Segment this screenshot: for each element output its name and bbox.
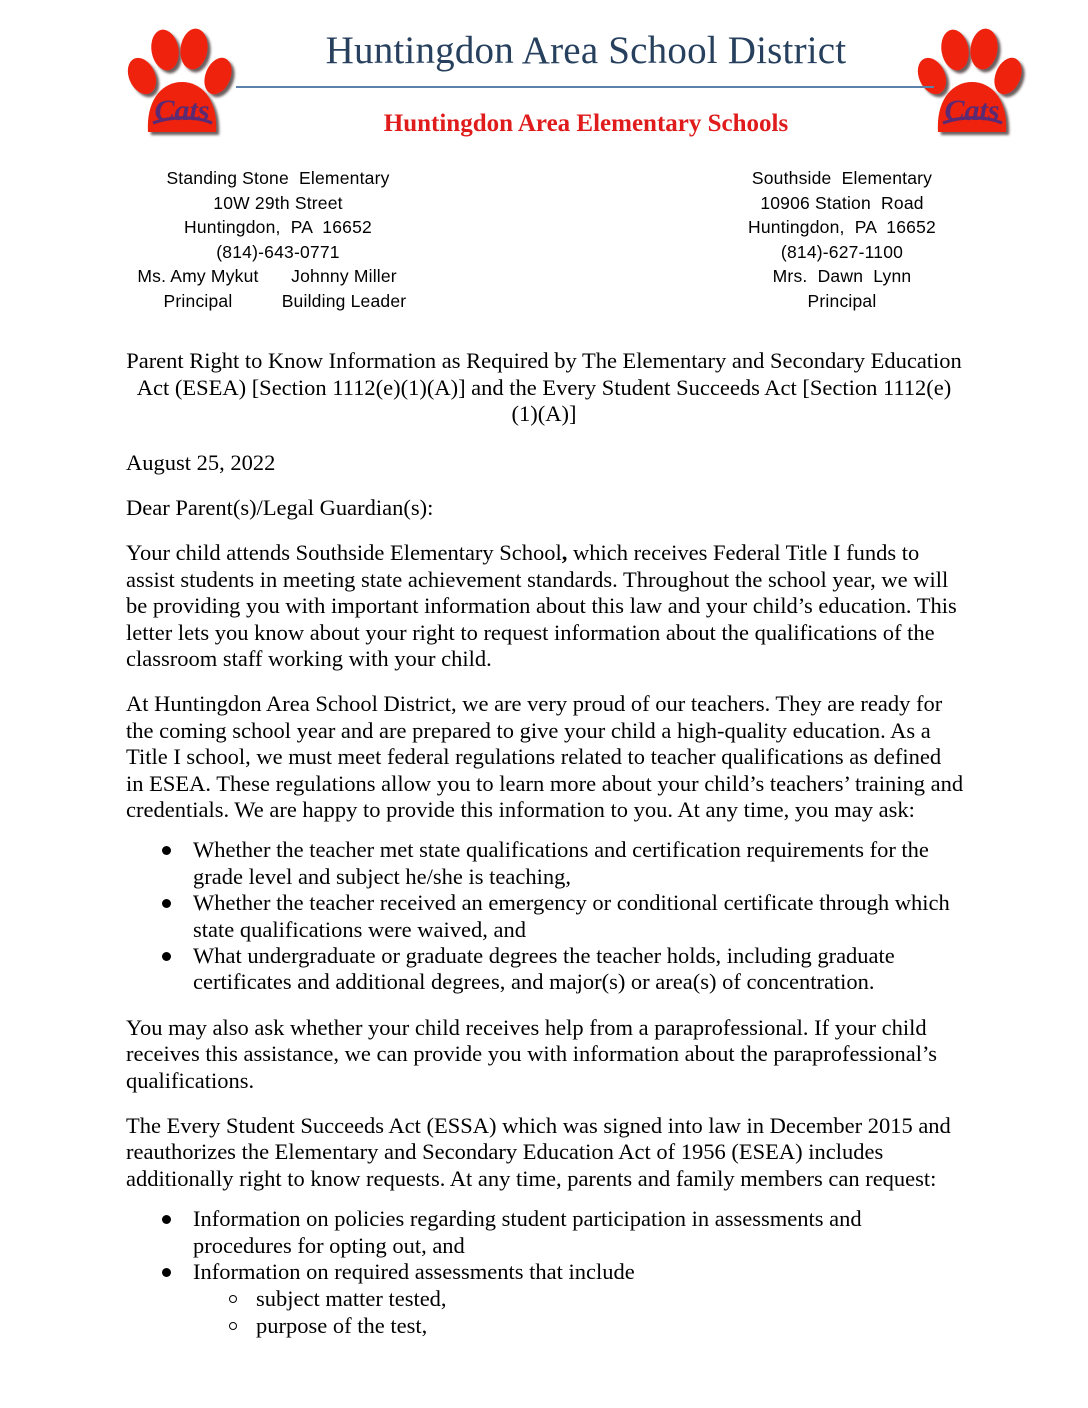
bullet-list-essa-requests <box>126 1206 964 1339</box>
list-item <box>162 1259 964 1339</box>
sub-list-item <box>229 1312 964 1339</box>
school-city-state-zip: Huntingdon, PA 16652 <box>748 217 936 238</box>
school-name: Southside Elementary <box>751 168 933 188</box>
paragraph-3: You may also ask whether your child receives help from a paraprofessional. If your child receives this assistance, we can provide you with information about the paraprofessional’s qualifications. <box>126 1014 938 1093</box>
school-name: Standing Stone Elementary <box>166 168 390 188</box>
bullet-disc-icon <box>162 1268 171 1277</box>
list-item-text: Whether the teacher met state qualifications and certification requirements for the grade level and subject he/she is teaching, <box>193 837 929 889</box>
paragraph-1-part-b: which receives Federal Title I funds to assist students in meeting state achievement standards. Throughout the school year, we will be providing you with important information about this law and your child’s education. This letter lets you know about your right to request information about the qualifications of the classroom staff working with your child. <box>126 540 957 671</box>
list-item <box>162 1206 964 1259</box>
letter-date: August 25, 2022 <box>126 449 276 475</box>
list-item-text: Whether the teacher received an emergency or conditional certificate through which state qualifications were waived, and <box>193 890 950 942</box>
list-item <box>162 890 964 943</box>
paragraph-2: At Huntingdon Area School District, we are very proud of our teachers. They are ready for the coming school year and are prepared to give your child a high-quality education. As a Title I school, we must meet federal regulations related to teacher qualifications as defined in ESEA. These regulations allow you to learn more about your child’s teachers’ training and credentials. We are happy to provide this information to you. At any time, you may ask: <box>126 691 964 822</box>
staff-role: Principal <box>807 290 877 311</box>
staff-name: Ms. Amy Mykut <box>137 266 259 287</box>
staff-name: Mrs. Dawn Lynn <box>772 266 912 287</box>
header-divider-rule <box>236 86 934 88</box>
paw-print-logo-left <box>126 24 242 144</box>
paragraph-4: The Every Student Succeeds Act (ESSA) which was signed into law in December 2015 and reauthorizes the Elementary and Secondary Education Act of 1956 (ESEA) includes additionally right to know requests. At any time, parents and family members can request: <box>126 1113 951 1191</box>
salutation: Dear Parent(s)/Legal Guardian(s): <box>126 494 434 520</box>
school-city-state-zip: Huntingdon, PA 16652 <box>184 217 372 238</box>
list-item-text: What undergraduate or graduate degrees the teacher holds, including graduate certificates and additional degrees, and major(s) or area(s) of concentration. <box>193 943 895 995</box>
staff-name: Johnny Miller <box>291 266 397 287</box>
district-title: Huntingdon Area School District <box>325 29 847 72</box>
list-item-text: Information on policies regarding student participation in assessments and procedures for opting out, and <box>193 1206 862 1258</box>
school-street: 10906 Station Road <box>760 192 924 213</box>
paw-logo-text: Cats <box>154 94 210 127</box>
paw-logo-text: Cats <box>944 94 1000 127</box>
bullet-circle-icon <box>229 1322 237 1330</box>
elementary-schools-title: Huntingdon Area Elementary Schools <box>383 110 789 137</box>
sub-list-item-text: purpose of the test, <box>256 1313 428 1339</box>
bullet-disc-icon <box>162 1215 171 1224</box>
school-block-standing-stone <box>108 166 448 314</box>
sub-list-item-text: subject matter tested, <box>256 1286 447 1312</box>
staff-role: Building Leader <box>281 290 407 311</box>
sub-list-item <box>229 1285 964 1312</box>
paragraph-1-part-a: Your child attends Southside Elementary School <box>126 540 562 566</box>
sub-bullet-list-assessment-details <box>193 1285 964 1339</box>
list-item <box>162 837 964 890</box>
school-staff-names <box>108 264 448 289</box>
school-block-southside <box>672 166 1012 314</box>
school-street: 10W 29th Street <box>213 192 343 213</box>
school-phone: (814)-627-1100 <box>780 241 904 262</box>
bullet-list-teacher-qualifications <box>126 837 964 995</box>
list-item-text: Information on required assessments that include <box>193 1259 635 1285</box>
school-staff-roles <box>108 289 448 314</box>
bullet-disc-icon <box>162 952 171 961</box>
letter-body <box>124 428 964 1340</box>
list-item <box>162 943 964 996</box>
letterhead <box>0 0 1088 152</box>
school-phone: (814)-643-0771 <box>216 241 340 262</box>
document-title: Parent Right to Know Information as Required by The Elementary and Secondary Education Act (ESEA) [Section 1112(e)(1)(A)] and the Every Student Succeeds Act [Section 1112(e)(1)(A)] <box>126 348 962 426</box>
school-address-blocks <box>0 166 1088 312</box>
paragraph-1 <box>126 540 964 672</box>
bullet-circle-icon <box>229 1295 237 1303</box>
bullet-disc-icon <box>162 899 171 908</box>
bullet-disc-icon <box>162 846 171 855</box>
staff-role: Principal <box>163 290 233 311</box>
paragraph-1-bold-comma: , <box>561 540 568 566</box>
